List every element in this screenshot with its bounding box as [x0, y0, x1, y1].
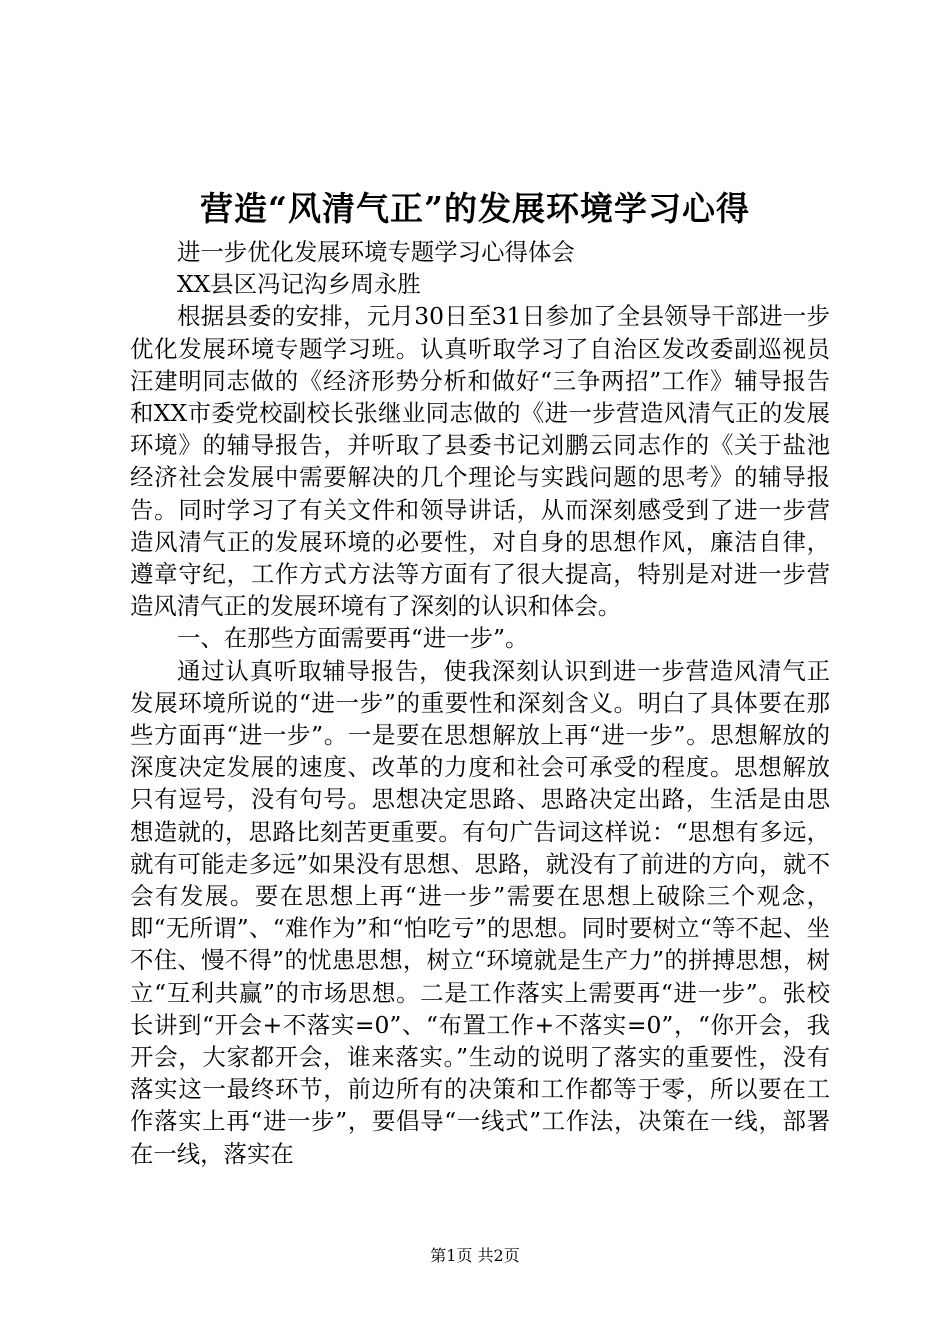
section-heading: 一、在那些方面需要再“进一步”。 [177, 624, 529, 653]
document-title: 营造“风清气正”的发展环境学习心得 [200, 189, 750, 228]
body-paragraph: 根据县委的安排，元月30日至31日参加了全县领导干部进一步优化发展环境专题学习班。认真听取学习了自治区发改委副巡视员汪建明同志做的《经济形势分析和做好“三争两招”工作》辅导报告和XX市委党校副校长张继业同志做的《进一步营造风清气正的发展环境》的辅导报告，并听取了县委书记刘鹏云同志作的《关于盐池经济社会发展中需要解决的几个理论与实践问题的思考》的辅导报告。同时学习了有关文件和领导讲话，从而深刻感受到了进一步营造风清气正的发展环境的必要性，对自身的思想作风，廉洁自律，遵章守纪，工作方式方法等方面有了很大提高，特别是对进一步营造风清气正的发展环境有了深刻的认识和体会。 [130, 302, 830, 621]
document-author: XX县区冯记沟乡周永胜 [177, 270, 421, 299]
document-subtitle: 进一步优化发展环境专题学习心得体会 [177, 238, 575, 266]
document-body [130, 236, 830, 1170]
page-number: 第1页 共2页 [430, 1246, 520, 1265]
body-paragraph: 通过认真听取辅导报告，使我深刻认识到进一步营造风清气正发展环境所说的“进一步”的重要性和深刻含义。明白了具体要在那些方面再“进一步”。一是要在思想解放上再“进一步”。思想解放的深度决定发展的速度、改革的力度和社会可承受的程度。思想解放只有逗号，没有句号。思想决定思路、思路决定出路，生活是由思想造就的，思路比刻苦更重要。有句广告词这样说：“思想有多远，就有可能走多远”如果没有思想、思路，就没有了前进的方向，就不会有发展。要在思想上再“进一步”需要在思想上破除三个观念，即“无所谓”、“难作为”和“怕吃亏”的思想。同时要树立“等不起、坐不住、慢不得”的忧患思想，树立“环境就是生产力”的拼搏思想，树立“互利共赢”的市场思想。二是工作落实上需要再“进一步”。张校长讲到“开会+不落实=0”、“布置工作+不落实=0”，“你开会，我开会，大家都开会，谁来落实。”生动的说明了落实的重要性，没有落实这一最终环节，前边所有的决策和工作都等于零，所以要在工作落实上再“进一步”，要倡导“一线式”工作法，决策在一线，部署在一线，落实在 [130, 656, 830, 1168]
